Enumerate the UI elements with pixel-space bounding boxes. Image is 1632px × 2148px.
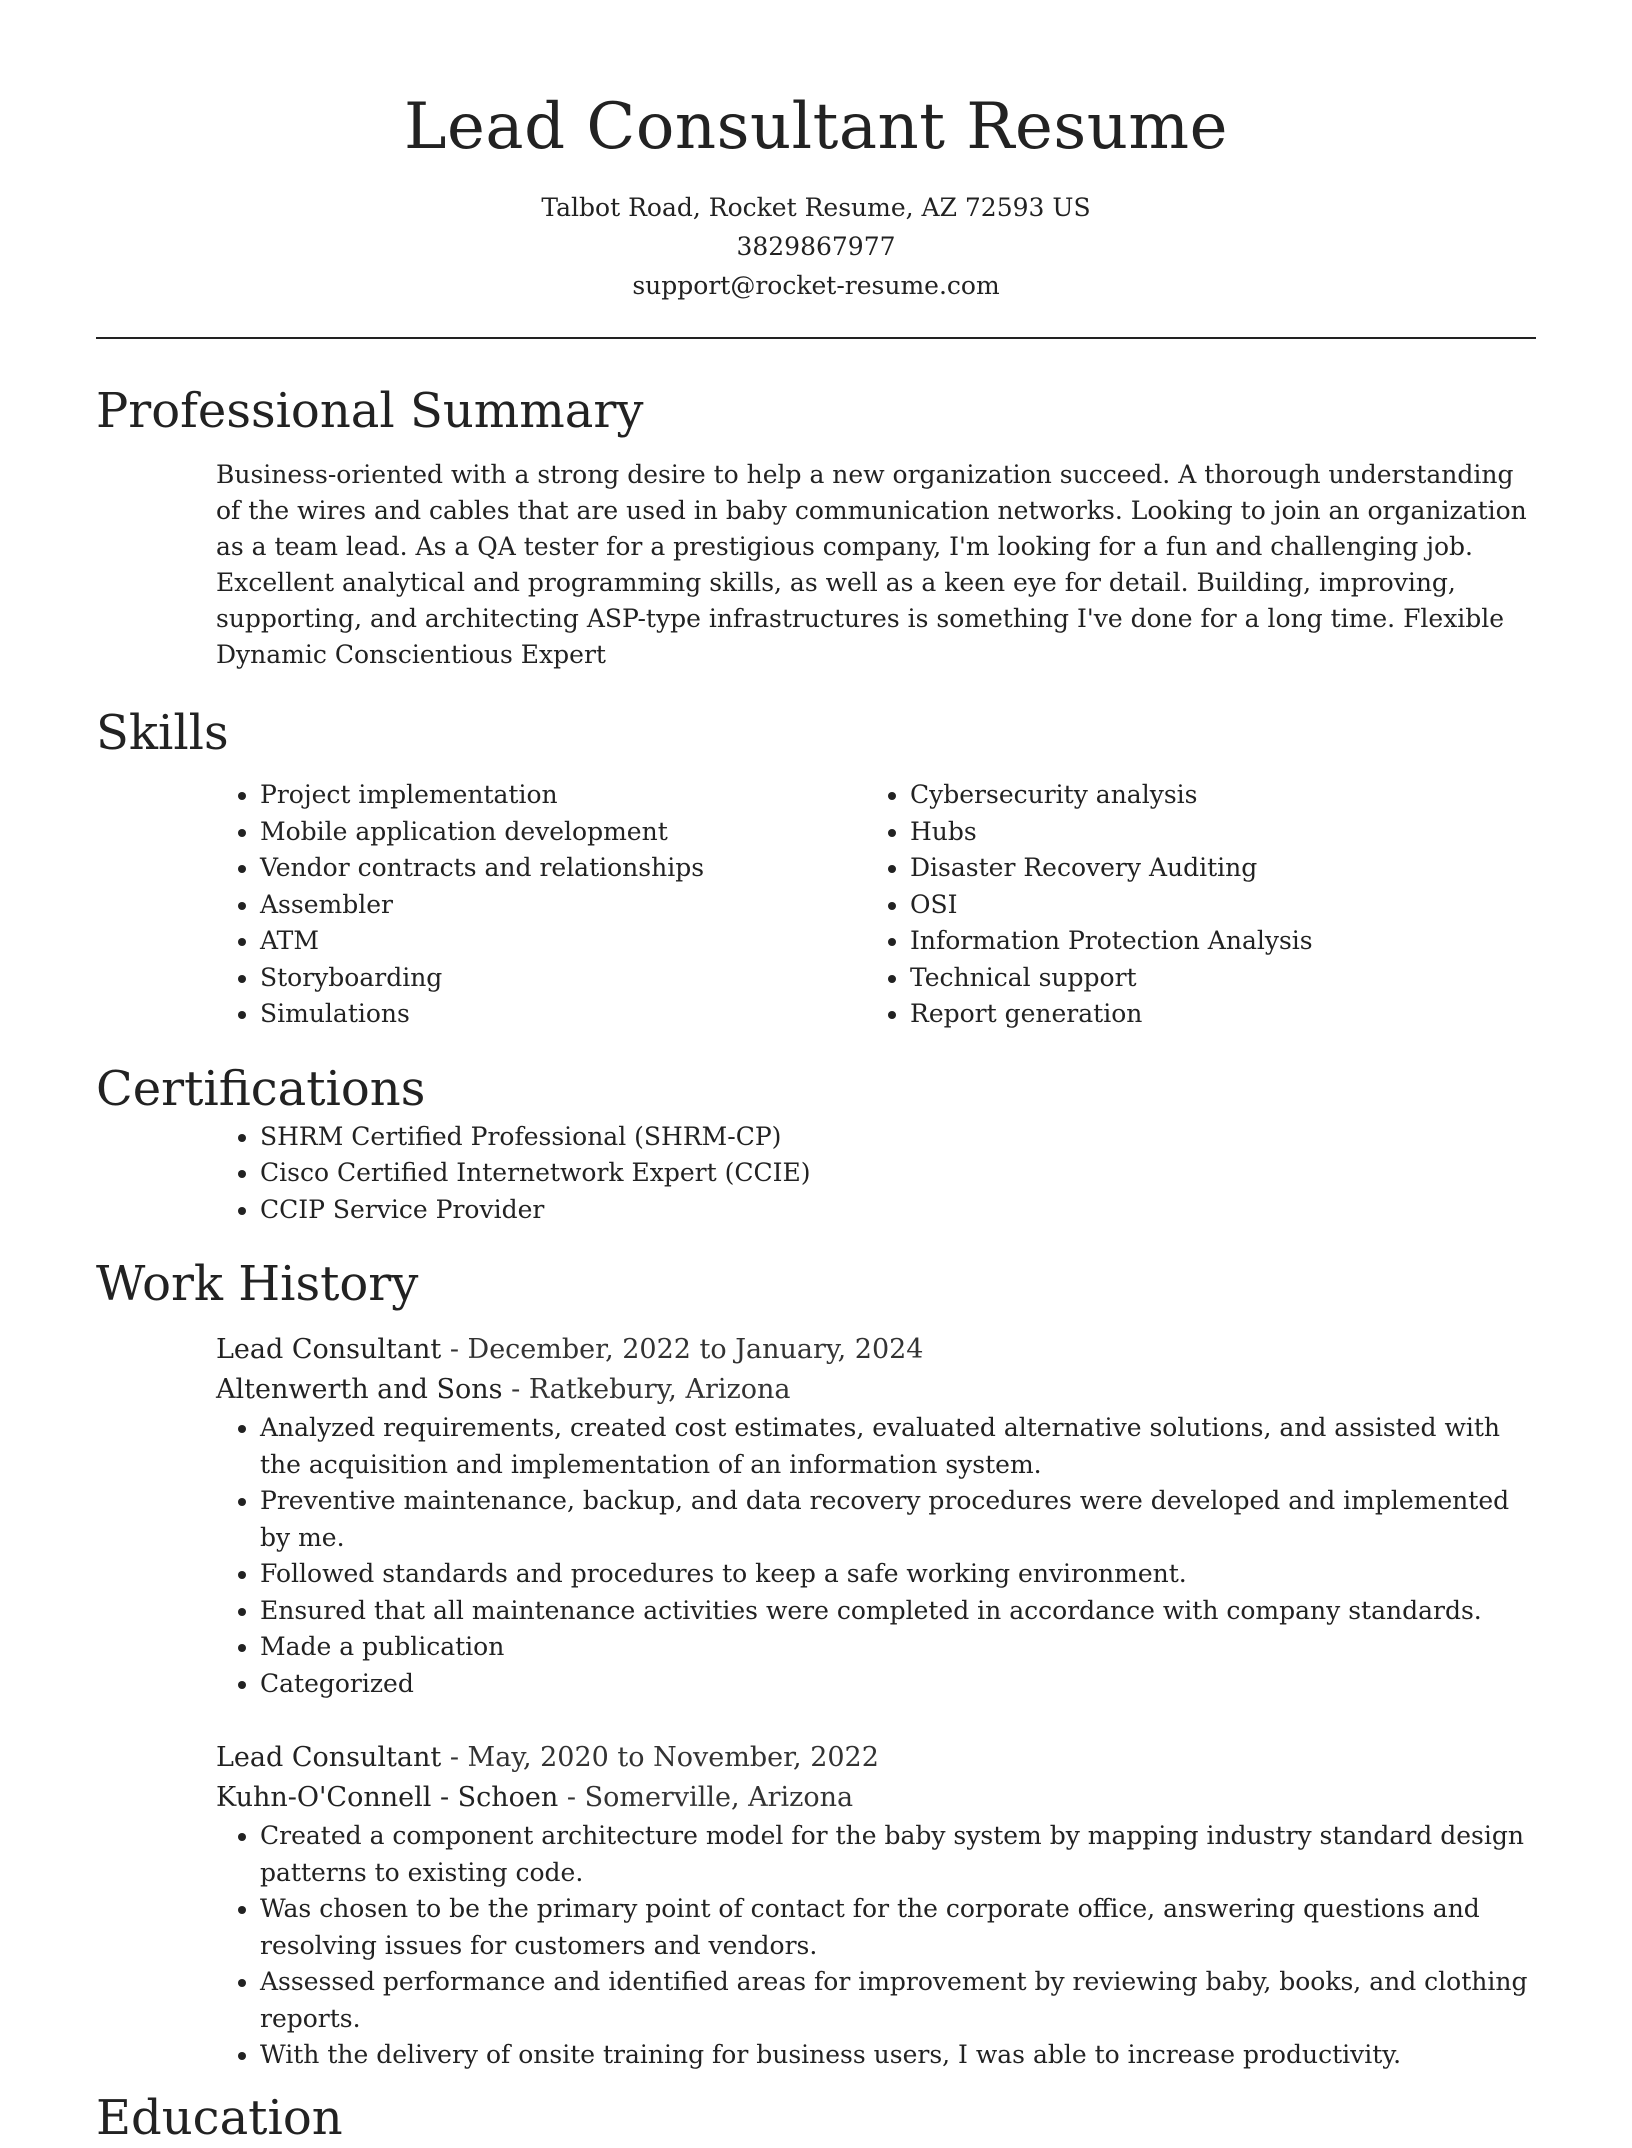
job-bullet: • Assessed performance and identified areas for improvement by reviewing baby, books, and clothing reports. (260, 1964, 1536, 2037)
section-work-history (96, 1254, 1536, 2074)
skill-item: • Disaster Recovery Auditing (910, 850, 1516, 887)
contact-block (96, 188, 1536, 305)
job-bullet: • Created a component architecture model for the baby system by mapping industry standard design patterns to existing code. (260, 1818, 1536, 1891)
job-title-line: Lead Consultant - December, 2022 to January, 2024 (216, 1334, 924, 1365)
job-bullet: • Analyzed requirements, created cost estimates, evaluated alternative solutions, and assisted with the acquisition and implementation of an information system. (260, 1410, 1536, 1483)
skill-item: • OSI (910, 887, 1516, 924)
summary-text: Business-oriented with a strong desire to help a new organization succeed. A thorough understanding of the wires and cables that are used in baby communication networks. Looking to join an organization as a team lead. As a QA tester for a prestigious company, I'm looking for a fun and challenging job. Excellent analytical and programming skills, as well as a keen eye for detail. Building, improving, supporting, and architecting ASP-type infrastructures is something I've done for a long time. Flexible Dynamic Conscientious Expert (216, 460, 1527, 669)
job-bullet: • Ensured that all maintenance activities were completed in accordance with company standards. (260, 1593, 1536, 1630)
job-role: Lead Consultant (216, 1334, 442, 1365)
contact-address: Talbot Road, Rocket Resume, AZ 72593 US (541, 193, 1091, 222)
job-company: Altenwerth and Sons (216, 1374, 503, 1405)
contact-phone: 3829867977 (736, 232, 896, 261)
job-location: Somerville, Arizona (584, 1782, 854, 1813)
job-entry (216, 1738, 1536, 2074)
resume-page (96, 0, 1536, 2146)
certification-list (216, 1119, 1536, 1229)
job-bullet: • With the delivery of onsite training for business users, I was able to increase productivity. (260, 2037, 1536, 2074)
job-entry (216, 1330, 1536, 1702)
skills-column-right (866, 777, 1516, 1033)
skill-item: • ATM (260, 923, 866, 960)
skill-item: • Storyboarding (260, 960, 866, 997)
resume-title: Lead Consultant Resume (404, 90, 1228, 164)
certification-item: • CCIP Service Provider (260, 1192, 1536, 1229)
skill-item: • Information Protection Analysis (910, 923, 1516, 960)
section-skills (96, 703, 1536, 1033)
job-company-line: Altenwerth and Sons - Ratkebury, Arizona (216, 1374, 791, 1405)
job-bullet: • Followed standards and procedures to keep a safe working environment. (260, 1556, 1536, 1593)
skill-item: • Vendor contracts and relationships (260, 850, 866, 887)
skill-item: • Project implementation (260, 777, 866, 814)
section-education (96, 2088, 1536, 2148)
section-title-education: Education (96, 2089, 343, 2146)
section-title-skills: Skills (96, 705, 229, 761)
contact-email: support@rocket-resume.com (632, 271, 1000, 300)
section-title-summary: Professional Summary (96, 383, 644, 439)
job-company: Kuhn-O'Connell - Schoen (216, 1782, 559, 1813)
skill-item: • Assembler (260, 887, 866, 924)
job-bullet: • Categorized (260, 1666, 1536, 1703)
job-responsibilities (216, 1410, 1536, 1702)
job-dates: December, 2022 to January, 2024 (467, 1334, 924, 1365)
job-responsibilities (216, 1818, 1536, 2074)
header-divider (96, 337, 1536, 339)
job-location: Ratkebury, Arizona (528, 1374, 791, 1405)
section-certifications (96, 1059, 1536, 1229)
certification-item: • SHRM Certified Professional (SHRM-CP) (260, 1119, 1536, 1156)
job-bullet: • Was chosen to be the primary point of contact for the corporate office, answering questions and resolving issues for customers and vendors. (260, 1891, 1536, 1964)
skill-item: • Simulations (260, 996, 866, 1033)
skills-grid (216, 777, 1536, 1033)
job-role: Lead Consultant (216, 1742, 442, 1773)
skill-item: • Hubs (910, 814, 1516, 851)
job-title-line: Lead Consultant - May, 2020 to November, 2022 (216, 1742, 879, 1773)
section-title-work-history: Work History (96, 1256, 419, 1312)
skill-item: • Report generation (910, 996, 1516, 1033)
job-bullet: • Made a publication (260, 1629, 1536, 1666)
skills-column-left (216, 777, 866, 1033)
job-company-line: Kuhn-O'Connell - Schoen - Somerville, Arizona (216, 1782, 854, 1813)
resume-header (96, 0, 1536, 305)
skill-item: • Cybersecurity analysis (910, 777, 1516, 814)
skill-item: • Technical support (910, 960, 1516, 997)
job-dates: May, 2020 to November, 2022 (467, 1742, 879, 1773)
skill-item: • Mobile application development (260, 814, 866, 851)
section-title-certifications: Certifications (96, 1060, 426, 1117)
certification-item: • Cisco Certified Internetwork Expert (CCIE) (260, 1155, 1536, 1192)
job-bullet: • Preventive maintenance, backup, and data recovery procedures were developed and implemented by me. (260, 1483, 1536, 1556)
section-professional-summary (96, 381, 1536, 673)
